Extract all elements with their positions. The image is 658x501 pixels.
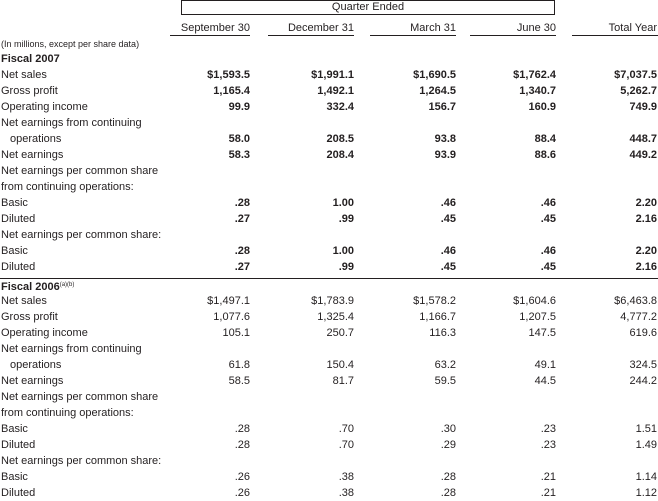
cell-march-31: 156.7 — [428, 101, 456, 113]
cell-march-31: 116.3 — [429, 327, 456, 339]
cell-total-year: 1.49 — [635, 439, 657, 451]
cell-march-31: .28 — [440, 471, 456, 483]
cell-march-31: 93.8 — [434, 133, 456, 145]
table-row-net-sales — [0, 293, 658, 309]
cell-total-year: 749.9 — [629, 101, 657, 113]
cell-june-30: .46 — [540, 245, 556, 257]
cell-total-year: 449.2 — [629, 149, 657, 161]
cell-june-30: .23 — [540, 423, 556, 435]
table-row-from-continuing-operations — [0, 405, 658, 421]
cell-september-30: .26 — [234, 487, 250, 499]
quarter-ended-header: Quarter Ended — [181, 0, 555, 15]
cell-june-30: 88.4 — [534, 133, 556, 145]
cell-total-year: 4,777.2 — [620, 311, 657, 323]
cell-september-30: .28 — [234, 423, 250, 435]
section-title-text: Fiscal $2006^{(a)(b)}$ — [1, 281, 75, 293]
cell-september-30: 1,165.4 — [213, 85, 250, 97]
row-label: Net sales — [1, 295, 47, 307]
cell-march-31: 1,264.5 — [419, 85, 456, 97]
table-row-diluted — [0, 485, 658, 501]
cell-total-year: 2.16 — [635, 213, 657, 225]
cell-december-31: 208.5 — [326, 133, 354, 145]
cell-september-30: 58.0 — [228, 133, 250, 145]
cell-september-30: .27 — [234, 213, 250, 225]
cell-june-30: $1,762.4 — [513, 69, 556, 81]
cell-june-30: 88.6 — [534, 149, 556, 161]
cell-march-31: 59.5 — [434, 375, 456, 387]
table-row-net-earnings-from-continuing — [0, 115, 658, 131]
cell-total-year: 324.5 — [629, 359, 657, 371]
row-label: Net earnings per common share — [1, 165, 159, 177]
row-label: Net earnings — [1, 149, 64, 161]
row-label: Gross profit — [1, 311, 58, 323]
cell-december-31: $1,783.9 — [311, 295, 354, 307]
cell-september-30: $1,497.1 — [207, 295, 250, 307]
column-header-december-31: December 31 — [287, 22, 354, 34]
row-label: from continuing operations: — [1, 407, 134, 419]
row-label: Net earnings per common share: — [1, 229, 162, 241]
cell-june-30: .45 — [540, 213, 556, 225]
cell-total-year: $7,037.5 — [614, 69, 657, 81]
row-label: Operating income — [1, 101, 88, 113]
row-label: Net earnings per common share — [1, 391, 159, 403]
cell-september-30: 1,077.6 — [213, 311, 250, 323]
table-row-gross-profit — [0, 83, 658, 99]
cell-december-31: 208.4 — [326, 149, 354, 161]
cell-september-30: .28 — [234, 245, 250, 257]
table-row-operating-income — [0, 99, 658, 115]
header-rule — [572, 35, 658, 36]
section-title-fiscal2007 — [0, 51, 658, 67]
cell-march-31: .45 — [440, 261, 456, 273]
row-label: Net earnings — [1, 375, 64, 387]
cell-december-31: 81.7 — [332, 375, 354, 387]
cell-total-year: 1.12 — [635, 487, 657, 499]
row-label: Net sales — [1, 69, 47, 81]
cell-total-year: 1.14 — [635, 471, 657, 483]
cell-december-31: 250.7 — [326, 327, 354, 339]
cell-june-30: $1,604.6 — [513, 295, 556, 307]
row-label: operations — [10, 133, 62, 145]
cell-september-30: 58.5 — [228, 375, 250, 387]
cell-total-year: $6,463.8 — [614, 295, 657, 307]
cell-march-31: .46 — [440, 197, 456, 209]
cell-december-31: .99 — [338, 261, 354, 273]
cell-december-31: 332.4 — [326, 101, 354, 113]
table-row-basic — [0, 243, 658, 259]
cell-march-31: .30 — [440, 423, 456, 435]
cell-march-31: 93.9 — [434, 149, 456, 161]
cell-total-year: 2.16 — [635, 261, 657, 273]
row-label: Basic — [1, 245, 28, 257]
row-label: Basic — [1, 423, 28, 435]
header-rule — [470, 35, 556, 36]
cell-total-year: 244.2 — [629, 375, 657, 387]
cell-december-31: .38 — [338, 471, 354, 483]
units-note: (In millions, except per share data) — [1, 39, 140, 49]
table-row-net-earnings — [0, 373, 658, 389]
cell-december-31: 1.00 — [332, 245, 354, 257]
cell-december-31: $1,991.1 — [311, 69, 354, 81]
cell-june-30: .21 — [540, 487, 556, 499]
cell-total-year: 1.51 — [635, 423, 657, 435]
table-row-diluted — [0, 259, 658, 275]
cell-december-31: .70 — [338, 423, 354, 435]
section-title-fiscal2006 — [0, 277, 658, 293]
row-label: from continuing operations: — [1, 181, 134, 193]
cell-june-30: .45 — [540, 261, 556, 273]
cell-june-30: 1,340.7 — [519, 85, 556, 97]
cell-june-30: .46 — [540, 197, 556, 209]
cell-march-31: .29 — [440, 439, 456, 451]
row-label: Net earnings from continuing — [1, 343, 142, 355]
cell-total-year: 619.6 — [629, 327, 657, 339]
table-row-from-continuing-operations — [0, 179, 658, 195]
cell-december-31: 1,492.1 — [317, 85, 354, 97]
row-label: Basic — [1, 197, 28, 209]
table-row-net-earnings-per-common-share — [0, 453, 658, 469]
cell-september-30: 99.9 — [228, 101, 250, 113]
table-row-net-earnings-from-continuing — [0, 341, 658, 357]
cell-total-year: 2.20 — [635, 197, 657, 209]
cell-june-30: 147.5 — [528, 327, 556, 339]
row-label: Diluted — [1, 439, 36, 451]
table-row-net-earnings — [0, 147, 658, 163]
table-row-net-earnings-per-common-share — [0, 163, 658, 179]
cell-september-30: 105.1 — [222, 327, 250, 339]
cell-september-30: .26 — [234, 471, 250, 483]
cell-march-31: .45 — [440, 213, 456, 225]
cell-september-30: 61.8 — [228, 359, 250, 371]
cell-june-30: .21 — [540, 471, 556, 483]
table-row-net-earnings-per-common-share — [0, 227, 658, 243]
row-label: Gross profit — [1, 85, 58, 97]
cell-march-31: .46 — [440, 245, 456, 257]
row-label: Net earnings per common share: — [1, 455, 162, 467]
cell-december-31: .99 — [338, 213, 354, 225]
table-row-basic — [0, 469, 658, 485]
cell-december-31: 1.00 — [332, 197, 354, 209]
cell-september-30: 58.3 — [228, 149, 250, 161]
table-row-operations — [0, 131, 658, 147]
row-label: Net earnings from continuing — [1, 117, 142, 129]
cell-march-31: 63.2 — [434, 359, 456, 371]
column-header-september-30: September 30 — [180, 22, 250, 34]
cell-september-30: .28 — [234, 197, 250, 209]
table-row-basic — [0, 195, 658, 211]
cell-march-31: 1,166.7 — [419, 311, 456, 323]
table-row-operations — [0, 357, 658, 373]
cell-december-31: 150.4 — [326, 359, 354, 371]
cell-september-30: $1,593.5 — [207, 69, 250, 81]
column-header-total-year: Total Year — [608, 22, 657, 34]
header-rule — [170, 35, 250, 36]
cell-june-30: .23 — [540, 439, 556, 451]
row-label: Basic — [1, 471, 28, 483]
row-label: Diluted — [1, 261, 36, 273]
row-label: Diluted — [1, 213, 36, 225]
table-row-diluted — [0, 437, 658, 453]
cell-total-year: 448.7 — [629, 133, 657, 145]
cell-december-31: 1,325.4 — [317, 311, 354, 323]
cell-september-30: .27 — [234, 261, 250, 273]
column-header-june-30: June 30 — [516, 22, 556, 34]
footnote-marker: (a)(b) — [59, 282, 75, 288]
cell-september-30: .28 — [234, 439, 250, 451]
cell-december-31: .70 — [338, 439, 354, 451]
table-row-operating-income — [0, 325, 658, 341]
cell-june-30: 44.5 — [534, 375, 556, 387]
cell-total-year: 5,262.7 — [620, 85, 657, 97]
table-row-net-sales — [0, 67, 658, 83]
cell-june-30: 160.9 — [528, 101, 556, 113]
row-label: operations — [10, 359, 62, 371]
header-rule — [370, 35, 456, 36]
column-header-march-31: March 31 — [410, 22, 456, 34]
cell-december-31: .38 — [338, 487, 354, 499]
cell-march-31: $1,578.2 — [413, 295, 456, 307]
header-rule — [268, 35, 354, 36]
section-title-text: Fiscal 2007 — [1, 53, 60, 65]
cell-march-31: .28 — [440, 487, 456, 499]
cell-june-30: 49.1 — [534, 359, 556, 371]
table-row-diluted — [0, 211, 658, 227]
cell-june-30: 1,207.5 — [519, 311, 556, 323]
row-label: Operating income — [1, 327, 88, 339]
row-label: Diluted — [1, 487, 36, 499]
table-row-net-earnings-per-common-share — [0, 389, 658, 405]
table-row-basic — [0, 421, 658, 437]
cell-march-31: $1,690.5 — [413, 69, 456, 81]
cell-total-year: 2.20 — [635, 245, 657, 257]
table-row-gross-profit — [0, 309, 658, 325]
